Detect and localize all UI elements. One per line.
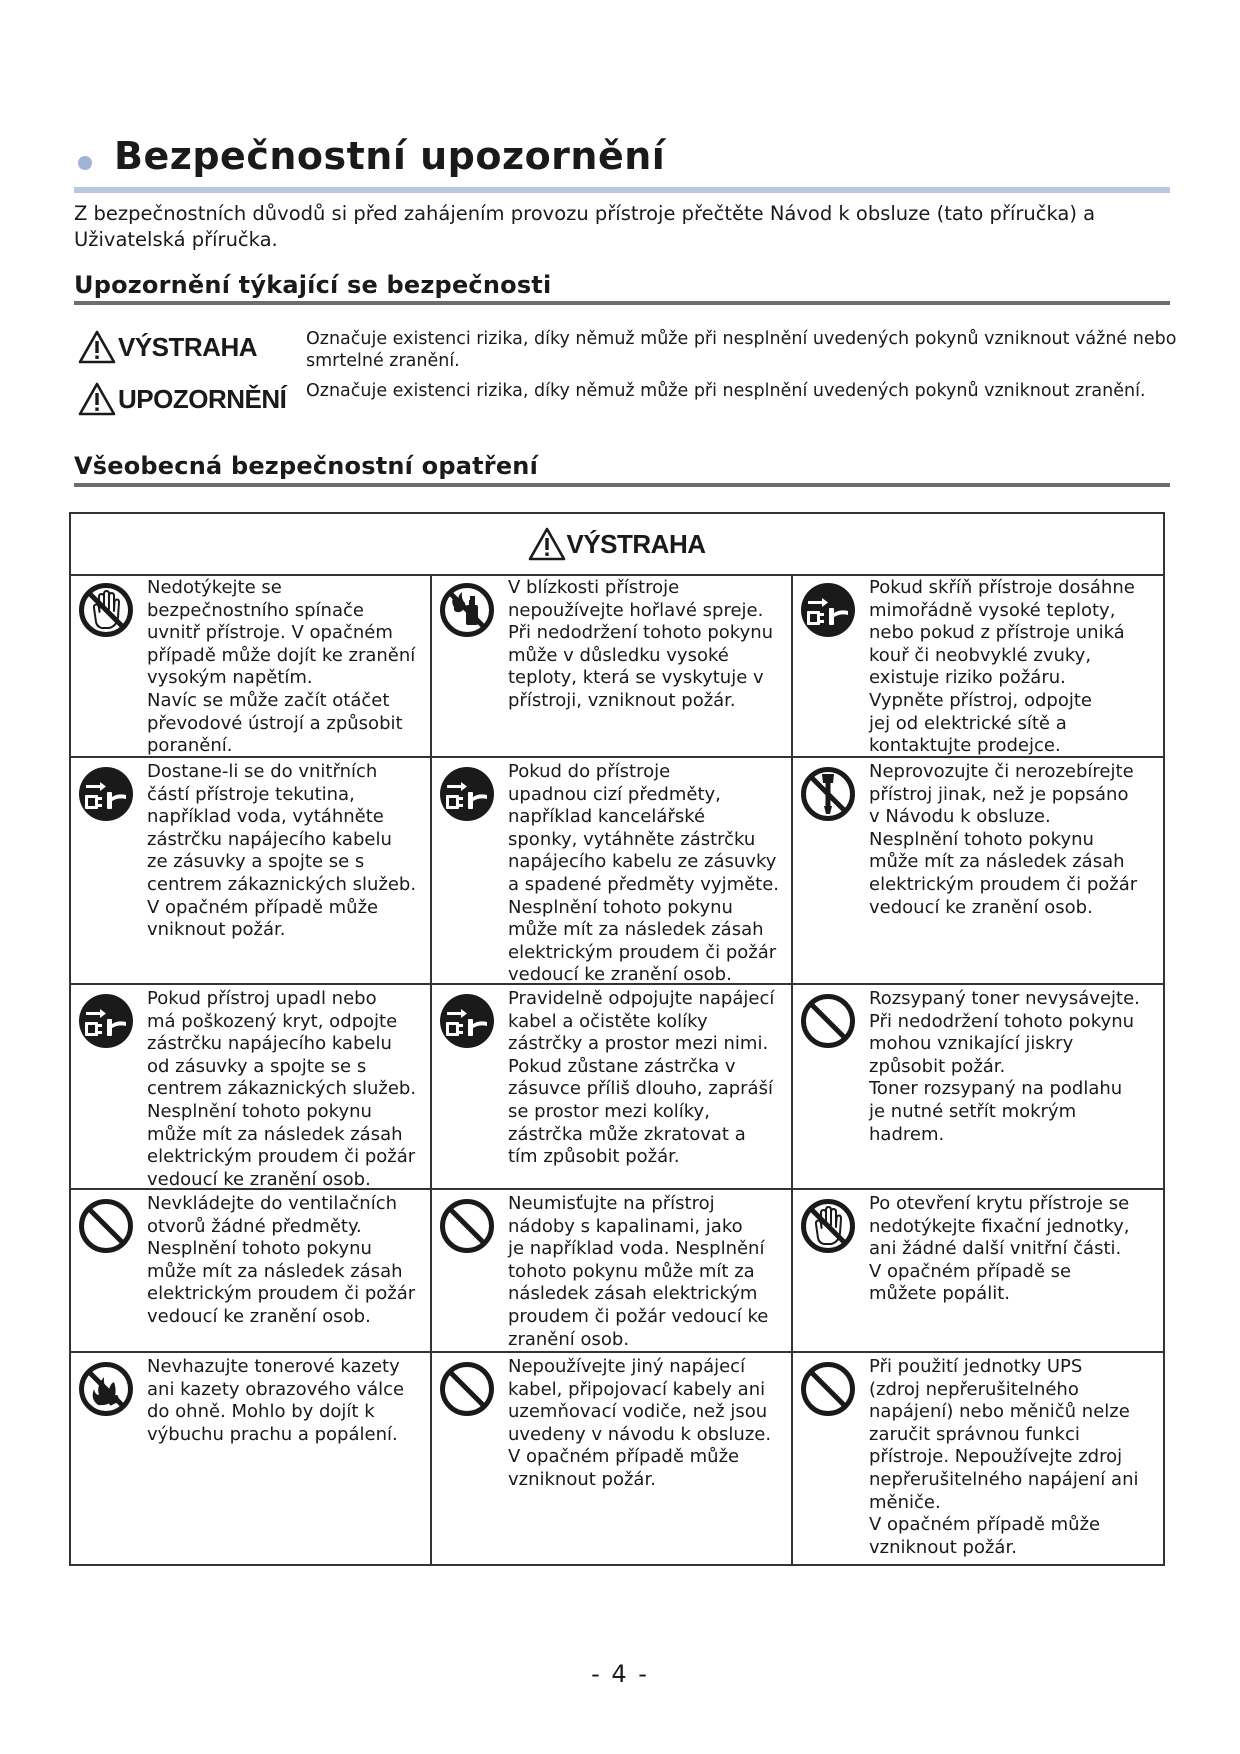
precautions-table <box>69 512 1165 1566</box>
prohibition-icon <box>439 1361 495 1417</box>
precaution-cell <box>432 1353 793 1564</box>
precaution-cell <box>71 1190 432 1353</box>
table-header-label: VÝSTRAHA <box>566 528 706 559</box>
precaution-text: Neprovozujte či nerozebírejte přístroj jinak, než je popsáno v Návodu k obsluze. Nesplnění tohoto pokynu může mít za následek zásah elektrickým proudem či požár vedoucí ke zranění osob. <box>869 761 1138 918</box>
page-number: - 4 - <box>591 1660 649 1688</box>
caution-sign-label: UPOZORNĚNÍ <box>118 383 287 414</box>
table-header <box>71 514 1163 576</box>
precaution-cell <box>432 758 793 985</box>
precaution-text: Nedotýkejte se bezpečnostního spínače uvnitř přístroje. V opačném případě může dojít ke zranění vysokým napětím. Navíc se může začít otáčet převodové ústrojí a způsobit poranění. <box>147 577 416 757</box>
precaution-text: Po otevření krytu přístroje se nedotýkejte fixační jednotky, ani žádné další vnitřní části. V opačném případě se můžete popálit. <box>869 1193 1130 1305</box>
precaution-cell <box>793 758 1163 985</box>
warning-sign <box>78 330 257 364</box>
page-title: Bezpečnostní upozornění <box>114 134 666 178</box>
precaution-cell <box>793 1190 1163 1353</box>
warning-sign-label: VÝSTRAHA <box>118 331 258 362</box>
precaution-cell <box>71 758 432 985</box>
section-heading-general-precautions: Všeobecná bezpečnostní opatření <box>74 452 539 480</box>
precaution-cell <box>793 1353 1163 1564</box>
precaution-cell <box>71 1353 432 1564</box>
precaution-cell <box>793 985 1163 1190</box>
warning-triangle-icon <box>78 330 116 364</box>
no-flammable-spray-icon <box>439 582 495 638</box>
no-touch-hand-icon <box>78 582 134 638</box>
precaution-text: V blízkosti přístroje nepoužívejte hořlavé spreje. Při nedodržení tohoto pokynu může v důsledku vysoké teploty, která se vyskytuje v přístroji, vzniknout požár. <box>508 577 774 711</box>
table-warning-sign <box>528 527 705 561</box>
precaution-cell <box>793 574 1163 758</box>
precaution-text: Nevkládejte do ventilačních otvorů žádné předměty. Nesplnění tohoto pokynu může mít za následek zásah elektrickým proudem či požár vedoucí ke zranění osob. <box>147 1193 416 1327</box>
bullet-dot-icon <box>78 156 92 170</box>
section-heading-rule <box>74 483 1170 487</box>
caution-description: Označuje existenci rizika, díky němuž může při nesplnění uvedených pokynů vzniknout zranění. <box>306 381 1146 401</box>
warning-triangle-icon <box>78 382 116 416</box>
precaution-text: Nepoužívejte jiný napájecí kabel, připojovací kabely ani uzemňovací vodiče, než jsou uvedeny v návodu k obsluze. V opačném případě může vzniknout požár. <box>508 1356 772 1490</box>
precaution-text: Při použití jednotky UPS (zdroj nepřerušitelného napájení) nebo měničů nelze zaručit správnou funkci přístroje. Nepoužívejte zdroj nepřerušitelného napájení ani měniče. V opačném případě může vzniknout požár. <box>869 1356 1139 1558</box>
precaution-text: Pravidelně odpojujte napájecí kabel a očistěte kolíky zástrčky a prostor mezi nimi. Pokud zůstane zástrčka v zásuvce příliš dlouho, zapráší se prostor mezi kolíky, zástrčka může zkratovat a tím způsobit požár. <box>508 988 775 1168</box>
precaution-cell <box>71 985 432 1190</box>
prohibition-icon <box>78 1198 134 1254</box>
precaution-text: Pokud do přístroje upadnou cizí předměty, například kancelářské sponky, vytáhněte zástrčku napájecího kabelu ze zásuvky a spadené předměty vyjměte. Nesplnění tohoto pokynu může mít za následek zásah elektrickým proudem či požár vedoucí ke zranění osob. <box>508 761 780 986</box>
precaution-text: Rozsypaný toner nevysávejte. Při nedodržení tohoto pokynu mohou vznikající jiskry způsobit požár. Toner rozsypaný na podlahu je nutné setřít mokrým hadrem. <box>869 988 1140 1145</box>
intro-paragraph: Z bezpečnostních důvodů si před zahájením provozu přístroje přečtěte Návod k obsluze (tato příručka) a Uživatelská příručka. <box>74 202 1096 251</box>
prohibition-icon <box>800 993 856 1049</box>
precaution-text: Pokud přístroj upadl nebo má poškozený kryt, odpojte zástrčku napájecího kabelu od zásuvky a spojte se s centrem zákaznických služeb. Nesplnění tohoto pokynu může mít za následek zásah elektrickým proudem či požár vedoucí ke zranění osob. <box>147 988 417 1190</box>
precaution-text: Nevhazujte tonerové kazety ani kazety obrazového válce do ohně. Mohlo by dojít k výbuchu prachu a popálení. <box>147 1356 405 1445</box>
precaution-text: Dostane-li se do vnitřních částí přístroje tekutina, například voda, vytáhněte zástrčku napájecího kabelu ze zásuvky a spojte se s centrem zákaznických služeb. V opačném případě může vniknout požár. <box>147 761 417 941</box>
precaution-text: Neumisťujte na přístroj nádoby s kapalinami, jako je například voda. Nesplnění tohoto pokynu může mít za následek zásah elektrickým proudem či požár vedoucí ke zranění osob. <box>508 1193 769 1350</box>
warning-triangle-icon <box>528 527 566 561</box>
precaution-cell <box>432 1190 793 1353</box>
unplug-icon <box>439 993 495 1049</box>
precaution-text: Pokud skříň přístroje dosáhne mimořádně vysoké teploty, nebo pokud z přístroje uniká kouř či neobvyklé zvuky, existuje riziko požáru. Vypněte přístroj, odpojte jej od elektrické sítě a kontaktujte prodejce. <box>869 577 1135 757</box>
unplug-icon <box>439 766 495 822</box>
no-fire-icon <box>78 1361 134 1417</box>
section-heading-safety-notices: Upozornění týkající se bezpečnosti <box>74 271 552 299</box>
precaution-cell <box>432 985 793 1190</box>
unplug-icon <box>800 582 856 638</box>
prohibition-icon <box>439 1198 495 1254</box>
prohibition-icon <box>800 1361 856 1417</box>
warning-description: Označuje existenci rizika, díky němuž může při nesplnění uvedených pokynů vzniknout vážné nebo smrtelné zranění. <box>306 329 1177 371</box>
unplug-icon <box>78 766 134 822</box>
unplug-icon <box>78 993 134 1049</box>
section-heading-rule <box>74 301 1170 305</box>
precaution-cell <box>71 574 432 758</box>
precaution-cell <box>432 574 793 758</box>
title-underline <box>74 187 1170 193</box>
no-touch-hand-icon <box>800 1198 856 1254</box>
caution-sign <box>78 382 286 416</box>
no-disassembly-icon <box>800 766 856 822</box>
